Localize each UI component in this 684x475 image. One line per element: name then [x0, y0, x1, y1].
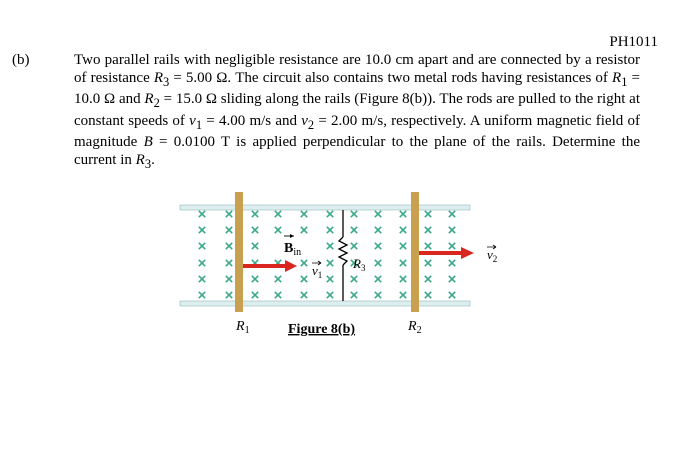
rod1-label: $R_1$ — [236, 319, 250, 336]
problem-code: PH1011 — [609, 34, 658, 50]
field-cross — [400, 243, 406, 249]
bottom-rail — [180, 301, 470, 306]
field-cross — [425, 260, 431, 266]
field-cross — [252, 211, 258, 217]
field-cross — [375, 243, 381, 249]
field-cross — [449, 276, 455, 282]
field-cross — [425, 243, 431, 249]
field-cross — [226, 243, 232, 249]
field-cross — [199, 292, 205, 298]
v2-arrow-shaft — [419, 251, 463, 255]
field-cross — [400, 227, 406, 233]
field-cross — [275, 276, 281, 282]
field-cross — [199, 243, 205, 249]
field-cross — [400, 276, 406, 282]
rod2-label: $R_2$ — [408, 319, 422, 336]
field-cross — [301, 260, 307, 266]
field-cross — [226, 292, 232, 298]
field-cross — [375, 260, 381, 266]
field-vector-head — [290, 234, 294, 238]
field-cross — [425, 211, 431, 217]
field-cross — [351, 227, 357, 233]
field-cross — [252, 292, 258, 298]
rod-r2 — [411, 192, 419, 312]
field-cross — [199, 211, 205, 217]
v1-label: $v_1$ — [312, 263, 323, 280]
field-cross — [425, 276, 431, 282]
field-cross — [252, 227, 258, 233]
field-cross — [226, 227, 232, 233]
field-cross — [226, 260, 232, 266]
field-cross — [400, 292, 406, 298]
rod-r1 — [235, 192, 243, 312]
figure-caption: Figure 8(b) — [288, 322, 356, 337]
field-cross — [375, 227, 381, 233]
part-label: (b) — [12, 52, 30, 68]
field-cross — [375, 292, 381, 298]
field-cross — [425, 292, 431, 298]
field-cross — [327, 243, 333, 249]
field-cross — [351, 243, 357, 249]
field-cross — [252, 243, 258, 249]
field-cross — [301, 211, 307, 217]
field-cross — [199, 276, 205, 282]
field-cross — [351, 292, 357, 298]
resistor-r3 — [339, 237, 347, 265]
field-cross — [199, 260, 205, 266]
field-cross — [327, 276, 333, 282]
field-cross — [252, 276, 258, 282]
v1-arrow-shaft — [243, 264, 287, 268]
field-cross — [226, 276, 232, 282]
field-cross — [449, 243, 455, 249]
field-cross — [449, 211, 455, 217]
field-cross — [327, 292, 333, 298]
field-cross — [275, 211, 281, 217]
field-cross — [375, 211, 381, 217]
field-cross — [449, 292, 455, 298]
field-cross — [351, 211, 357, 217]
field-cross — [301, 227, 307, 233]
field-cross — [351, 276, 357, 282]
top-rail — [180, 205, 470, 210]
field-cross — [327, 227, 333, 233]
field-cross — [275, 227, 281, 233]
field-cross — [327, 211, 333, 217]
field-cross — [226, 211, 232, 217]
field-label: $B_{in}$ — [284, 241, 302, 258]
resistor-label: $R_3$ — [353, 256, 366, 273]
field-cross — [199, 227, 205, 233]
field-cross — [327, 260, 333, 266]
field-cross — [400, 260, 406, 266]
v2-label: $v_2$ — [487, 247, 498, 264]
field-cross — [449, 260, 455, 266]
problem-statement: Two parallel rails with negligible resistance are 10.0 cm apart and are connected by a resistor of resistance $R_3 = 5.00$ Ω. The circuit also contains two metal rods having resistances of $R_1 = 10.0$ Ω and $R_2 = 15.0$ Ω sliding along the rails (Figure 8(b)). The rods are pulled to the right at constant speeds of $v_1 = 4.00$ m/s and $v_2 = 2.00$ m/s, respectively. A uniform magnetic field of magnitude B = 0.0100 T is applied perpendicular to the plane of the rails. Determine the current in $R_3$. — [74, 52, 640, 171]
v2-arrow-head — [461, 247, 474, 259]
field-cross — [275, 292, 281, 298]
field-cross — [301, 292, 307, 298]
field-cross — [400, 211, 406, 217]
field-cross — [301, 276, 307, 282]
v1-arrow-head — [285, 260, 297, 272]
field-cross — [425, 227, 431, 233]
field-cross — [449, 227, 455, 233]
field-cross — [375, 276, 381, 282]
